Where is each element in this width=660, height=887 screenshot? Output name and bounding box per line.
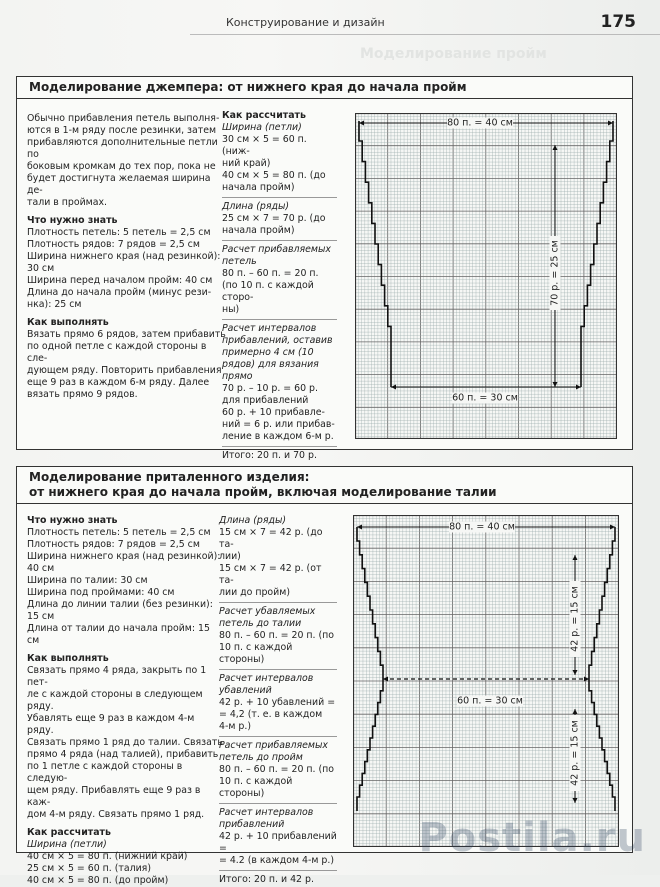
calc-line: 42 р. + 10 убавлений = (219, 697, 336, 708)
calc-label: Расчет убавляемых петель до талии (219, 606, 316, 629)
how-heading: Как выполнять (27, 317, 109, 328)
how-line: Связать прямо 4 ряда, закрыть по 1 пет- (27, 665, 207, 688)
calc-line: 10 п. с каждой стороны) (219, 642, 293, 665)
calc-line: 25 см × 7 = 70 р. (до (222, 213, 326, 224)
how-list (27, 665, 223, 821)
calc-line: 80 п. – 60 п. = 20 п. (222, 268, 319, 279)
intro-line: боковым кромкам до тех пор, пока не (27, 161, 216, 172)
calc-label: Расчет интервалов убавлений (219, 673, 314, 696)
calc-list (222, 122, 337, 447)
calc-line: 40 см × 5 = 80 п. (до (222, 170, 326, 181)
total: Итого: 20 п. и 42 р. (219, 874, 314, 885)
calc-block (219, 673, 337, 737)
knitting-grid-fitted (353, 515, 619, 847)
know-line: Ширина нижнего края (над резинкой): (27, 251, 221, 262)
intro-line: тали в проймах. (27, 197, 108, 208)
know-line: Ширина перед началом пройм: 40 см (27, 275, 213, 286)
know-line: Длина до линии талии (без резинки): (27, 599, 213, 610)
calc-line: ны) (222, 304, 240, 315)
calc-line: 70 р. – 10 р. = 60 р. (222, 383, 318, 394)
how-line: дом 4-м ряду. Связать прямо 1 ряд. (27, 809, 205, 820)
how-line: Убавлять еще 9 раз в каждом 4-м ряду. (27, 713, 195, 736)
knitting-grid-jumper (355, 113, 617, 439)
calc-block (219, 606, 337, 670)
know-line: Ширина нижнего края (над резинкой): (27, 551, 221, 562)
intro-line: ются в 1-м ряду после резинки, затем (27, 125, 217, 136)
dimension-label: 42 р. = 15 см (569, 586, 581, 652)
calc-block (219, 515, 337, 603)
know-line: Плотность рядов: 7 рядов = 2,5 см (27, 239, 200, 250)
know-list (27, 527, 223, 647)
calc-label: Ширина (петли) (222, 122, 302, 133)
intro-line: Обычно прибавления петель выполня- (27, 113, 220, 124)
calc-label: Расчет интервалов прибавлений, оставив примерно 4 см (10 рядов) для вязания прямо (222, 323, 333, 382)
calc-line: 4-м р.) (219, 721, 251, 732)
total: Итого: 20 п. и 70 р. (222, 450, 317, 461)
text-column-calc (222, 110, 337, 462)
intro-line: будет достигнута желаемая ширина де- (27, 173, 211, 196)
know-line: Ширина под проймами: 40 см (27, 587, 175, 598)
calc-width-list (27, 851, 223, 887)
know-line: 30 см (27, 263, 55, 274)
dimension-label: 70 р. = 25 см (549, 240, 561, 306)
calc-line: = 4.2 (в каждом 4-м р.) (219, 855, 334, 866)
how-list (27, 329, 227, 401)
calc-heading: Как рассчитать (27, 827, 111, 838)
calc-block (222, 201, 337, 241)
know-line: Длина от талии до начала пройм: 15 см (27, 623, 210, 646)
calc-line: 80 п. – 60 п. = 20 п. (по (219, 764, 335, 775)
know-line: Плотность петель: 5 петель = 2,5 см (27, 527, 211, 538)
calc-list (219, 515, 337, 871)
calc-label: Расчет прибавляемых петель (222, 244, 331, 267)
know-list (27, 227, 227, 311)
dimension-label: 60 п. = 30 см (457, 695, 523, 707)
know-line: Ширина по талии: 30 см (27, 575, 148, 586)
know-line: нка): 25 см (27, 299, 82, 310)
calc-line: 80 п. – 60 п. = 20 п. (по (219, 630, 335, 641)
how-line: еще 9 раз в каждом 6-м ряду. Далее (27, 377, 210, 388)
know-line: Длина до начала пройм (минус рези- (27, 287, 212, 298)
calc-line: (по 10 п. с каждой сторо- (222, 280, 314, 303)
intro-line: прибавляются дополнительные петли по (27, 137, 218, 160)
page-number: 175 (600, 12, 636, 32)
dimension-label: 60 п. = 30 см (452, 392, 518, 404)
know-line: 15 см (27, 611, 55, 622)
calc-line: 30 см × 5 = 60 п. (ниж- (222, 134, 307, 157)
calc-line: лии) (219, 551, 241, 562)
calc-label: Расчет прибавляемых петель до пройм (219, 740, 328, 763)
calc-line: ний = 6 р. или прибав- (222, 419, 335, 430)
know-heading: Что нужно знать (27, 215, 118, 226)
calc-block (219, 740, 337, 804)
calc-width-line: 40 см × 5 = 80 п. (до пройм) (27, 875, 169, 886)
show-through-text: Моделирование пройм (360, 46, 547, 62)
text-column-left (27, 515, 223, 887)
calc-block (219, 807, 337, 871)
how-line: щем ряду. Прибавлять еще 9 раз в каж- (27, 785, 201, 808)
calc-line: ний край) (222, 158, 271, 169)
running-header: Конструирование и дизайн (226, 16, 385, 29)
section-fitted (16, 466, 633, 886)
calc-label: Расчет интервалов прибавлений (219, 807, 314, 830)
section-title: Моделирование джемпера: от нижнего края до начала пройм (17, 77, 632, 99)
how-line: Вязать прямо 6 рядов, затем прибавить (27, 329, 226, 340)
grid-lines (353, 515, 619, 847)
how-line: вязать прямо 9 рядов. (27, 389, 138, 400)
watermark: Postila.ru (418, 815, 646, 861)
calc-line: 15 см × 7 = 42 р. (от та- (219, 563, 322, 586)
know-heading: Что нужно знать (27, 515, 118, 526)
chart-jumper (355, 113, 617, 439)
know-line: Плотность рядов: 7 рядов = 2,5 см (27, 539, 200, 550)
intro-text (27, 113, 227, 209)
how-heading: Как выполнять (27, 653, 109, 664)
title-line-2: от нижнего края до начала пройм, включая моделирование талии (29, 485, 497, 499)
dimension-label: 42 р. = 15 см (569, 720, 581, 786)
dimension-label: 80 п. = 40 см (447, 117, 513, 129)
section-jumper (16, 76, 633, 461)
section-title (17, 467, 632, 504)
text-column-left (27, 113, 227, 401)
know-line: 40 см (27, 563, 55, 574)
calc-label: Длина (ряды) (222, 201, 290, 212)
calc-line: начала пройм) (222, 182, 295, 193)
calc-line: начала пройм) (222, 225, 295, 236)
calc-line: ление в каждом 6-м р. (222, 431, 334, 442)
calc-block (222, 244, 337, 320)
how-line: Связать прямо 1 ряд до талии. Связать (27, 737, 223, 748)
text-column-calc (219, 515, 337, 886)
calc-line: 60 р. + 10 прибавле- (222, 407, 325, 418)
header-rule (190, 34, 660, 35)
how-line: по одной петле с каждой стороны в сле- (27, 341, 207, 364)
calc-line: 10 п. с каждой стороны) (219, 776, 293, 799)
calc-line: 15 см × 7 = 42 р. (до та- (219, 527, 323, 550)
how-line: дующем ряду. Повторить прибавления (27, 365, 222, 376)
dimension-label: 80 п. = 40 см (449, 521, 515, 533)
calc-block (222, 323, 337, 447)
how-line: по 1 петле с каждой стороны в следую- (27, 761, 183, 784)
how-line: ле с каждой стороны в следующем ряду. (27, 689, 203, 712)
calc-width-line: 25 см × 5 = 60 п. (талия) (27, 863, 151, 874)
calc-line: для прибавлений (222, 395, 309, 406)
know-line: Плотность петель: 5 петель = 2,5 см (27, 227, 211, 238)
calc-heading: Как рассчитать (222, 110, 306, 121)
calc-block (222, 122, 337, 198)
calc-label: Длина (ряды) (219, 515, 287, 526)
calc-line: лии до пройм) (219, 587, 290, 598)
title-line-1: Моделирование приталенного изделия: (29, 470, 310, 484)
calc-line: = 4,2 (т. е. в каждом (219, 709, 323, 720)
chart-fitted (353, 515, 619, 847)
how-line: прямо 4 ряда (над талией), прибавить (27, 749, 219, 760)
calc-width-line: 40 см × 5 = 80 п. (нижний край) (27, 851, 188, 862)
calc-width-label: Ширина (петли) (27, 839, 107, 850)
calc-line: 42 р. + 10 прибавлений = (219, 831, 337, 854)
